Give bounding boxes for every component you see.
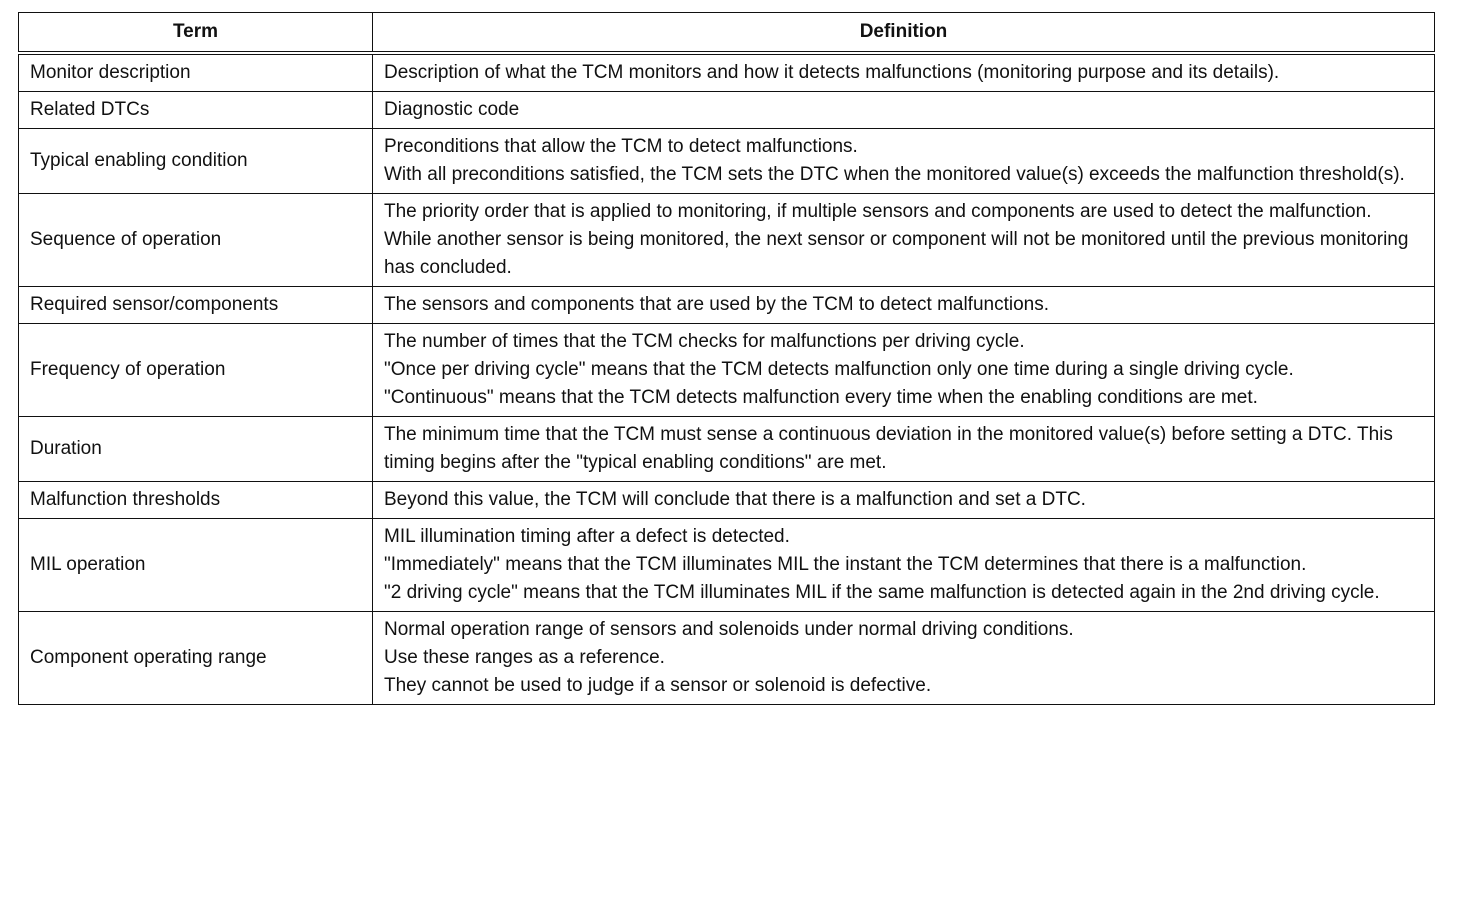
definition-cell — [373, 129, 1435, 194]
table-row — [19, 194, 1435, 287]
definition-line: MIL illumination timing after a defect is detected. — [384, 526, 790, 547]
definition-cell — [373, 519, 1435, 612]
table-row — [19, 612, 1435, 705]
definition-line: The sensors and components that are used by the TCM to detect malfunctions. — [384, 294, 1050, 315]
definition-cell — [373, 53, 1435, 92]
table-row — [19, 519, 1435, 612]
definition-line: Beyond this value, the TCM will conclude that there is a malfunction and set a DTC. — [384, 489, 1086, 510]
definition-line: The minimum time that the TCM must sense a continuous deviation in the monitored value(s) before setting a DTC. This timing begins after the "typical enabling conditions" are met. — [384, 424, 1393, 473]
header-term: Term — [19, 13, 373, 54]
table-row — [19, 287, 1435, 324]
table-row — [19, 53, 1435, 92]
term-cell: Required sensor/components — [19, 287, 373, 324]
header-row — [19, 13, 1435, 54]
term-cell: Malfunction thresholds — [19, 482, 373, 519]
definition-line: Normal operation range of sensors and solenoids under normal driving conditions. — [384, 619, 1074, 640]
term-cell: Frequency of operation — [19, 324, 373, 417]
definition-line: Diagnostic code — [384, 99, 520, 120]
definition-line: They cannot be used to judge if a sensor or solenoid is defective. — [384, 675, 932, 696]
table-row — [19, 482, 1435, 519]
definition-line: With all preconditions satisfied, the TCM sets the DTC when the monitored value(s) exceeds the malfunction threshold(s). — [384, 164, 1405, 185]
definition-line: Description of what the TCM monitors and how it detects malfunctions (monitoring purpose and its details). — [384, 62, 1280, 83]
terms-table — [18, 12, 1435, 705]
definition-cell — [373, 287, 1435, 324]
table-row — [19, 324, 1435, 417]
definition-cell — [373, 417, 1435, 482]
definition-line: "Once per driving cycle" means that the TCM detects malfunction only one time during a single driving cycle. — [384, 359, 1294, 380]
term-cell: Duration — [19, 417, 373, 482]
term-cell: Monitor description — [19, 53, 373, 92]
definition-cell — [373, 194, 1435, 287]
definition-line: "Continuous" means that the TCM detects malfunction every time when the enabling conditions are met. — [384, 387, 1258, 408]
term-cell: Component operating range — [19, 612, 373, 705]
definition-line: The priority order that is applied to monitoring, if multiple sensors and components are used to detect the malfunction. — [384, 201, 1372, 222]
definition-line: "Immediately" means that the TCM illuminates MIL the instant the TCM determines that there is a malfunction. — [384, 554, 1307, 575]
definition-line: "2 driving cycle" means that the TCM illuminates MIL if the same malfunction is detected again in the 2nd driving cycle. — [384, 582, 1380, 603]
term-cell: Related DTCs — [19, 92, 373, 129]
definition-line: Preconditions that allow the TCM to detect malfunctions. — [384, 136, 858, 157]
definition-line: While another sensor is being monitored, the next sensor or component will not be monitored until the previous monitoring has concluded. — [384, 229, 1409, 278]
definition-line: The number of times that the TCM checks for malfunctions per driving cycle. — [384, 331, 1025, 352]
terms-table-container — [18, 12, 1434, 705]
table-row — [19, 92, 1435, 129]
term-cell: MIL operation — [19, 519, 373, 612]
table-body — [19, 53, 1435, 705]
header-definition: Definition — [373, 13, 1435, 54]
definition-line: Use these ranges as a reference. — [384, 647, 665, 668]
term-cell: Sequence of operation — [19, 194, 373, 287]
definition-cell — [373, 92, 1435, 129]
table-row — [19, 129, 1435, 194]
table-header — [19, 13, 1435, 54]
definition-cell — [373, 324, 1435, 417]
table-row — [19, 417, 1435, 482]
term-cell: Typical enabling condition — [19, 129, 373, 194]
definition-cell — [373, 612, 1435, 705]
definition-cell — [373, 482, 1435, 519]
